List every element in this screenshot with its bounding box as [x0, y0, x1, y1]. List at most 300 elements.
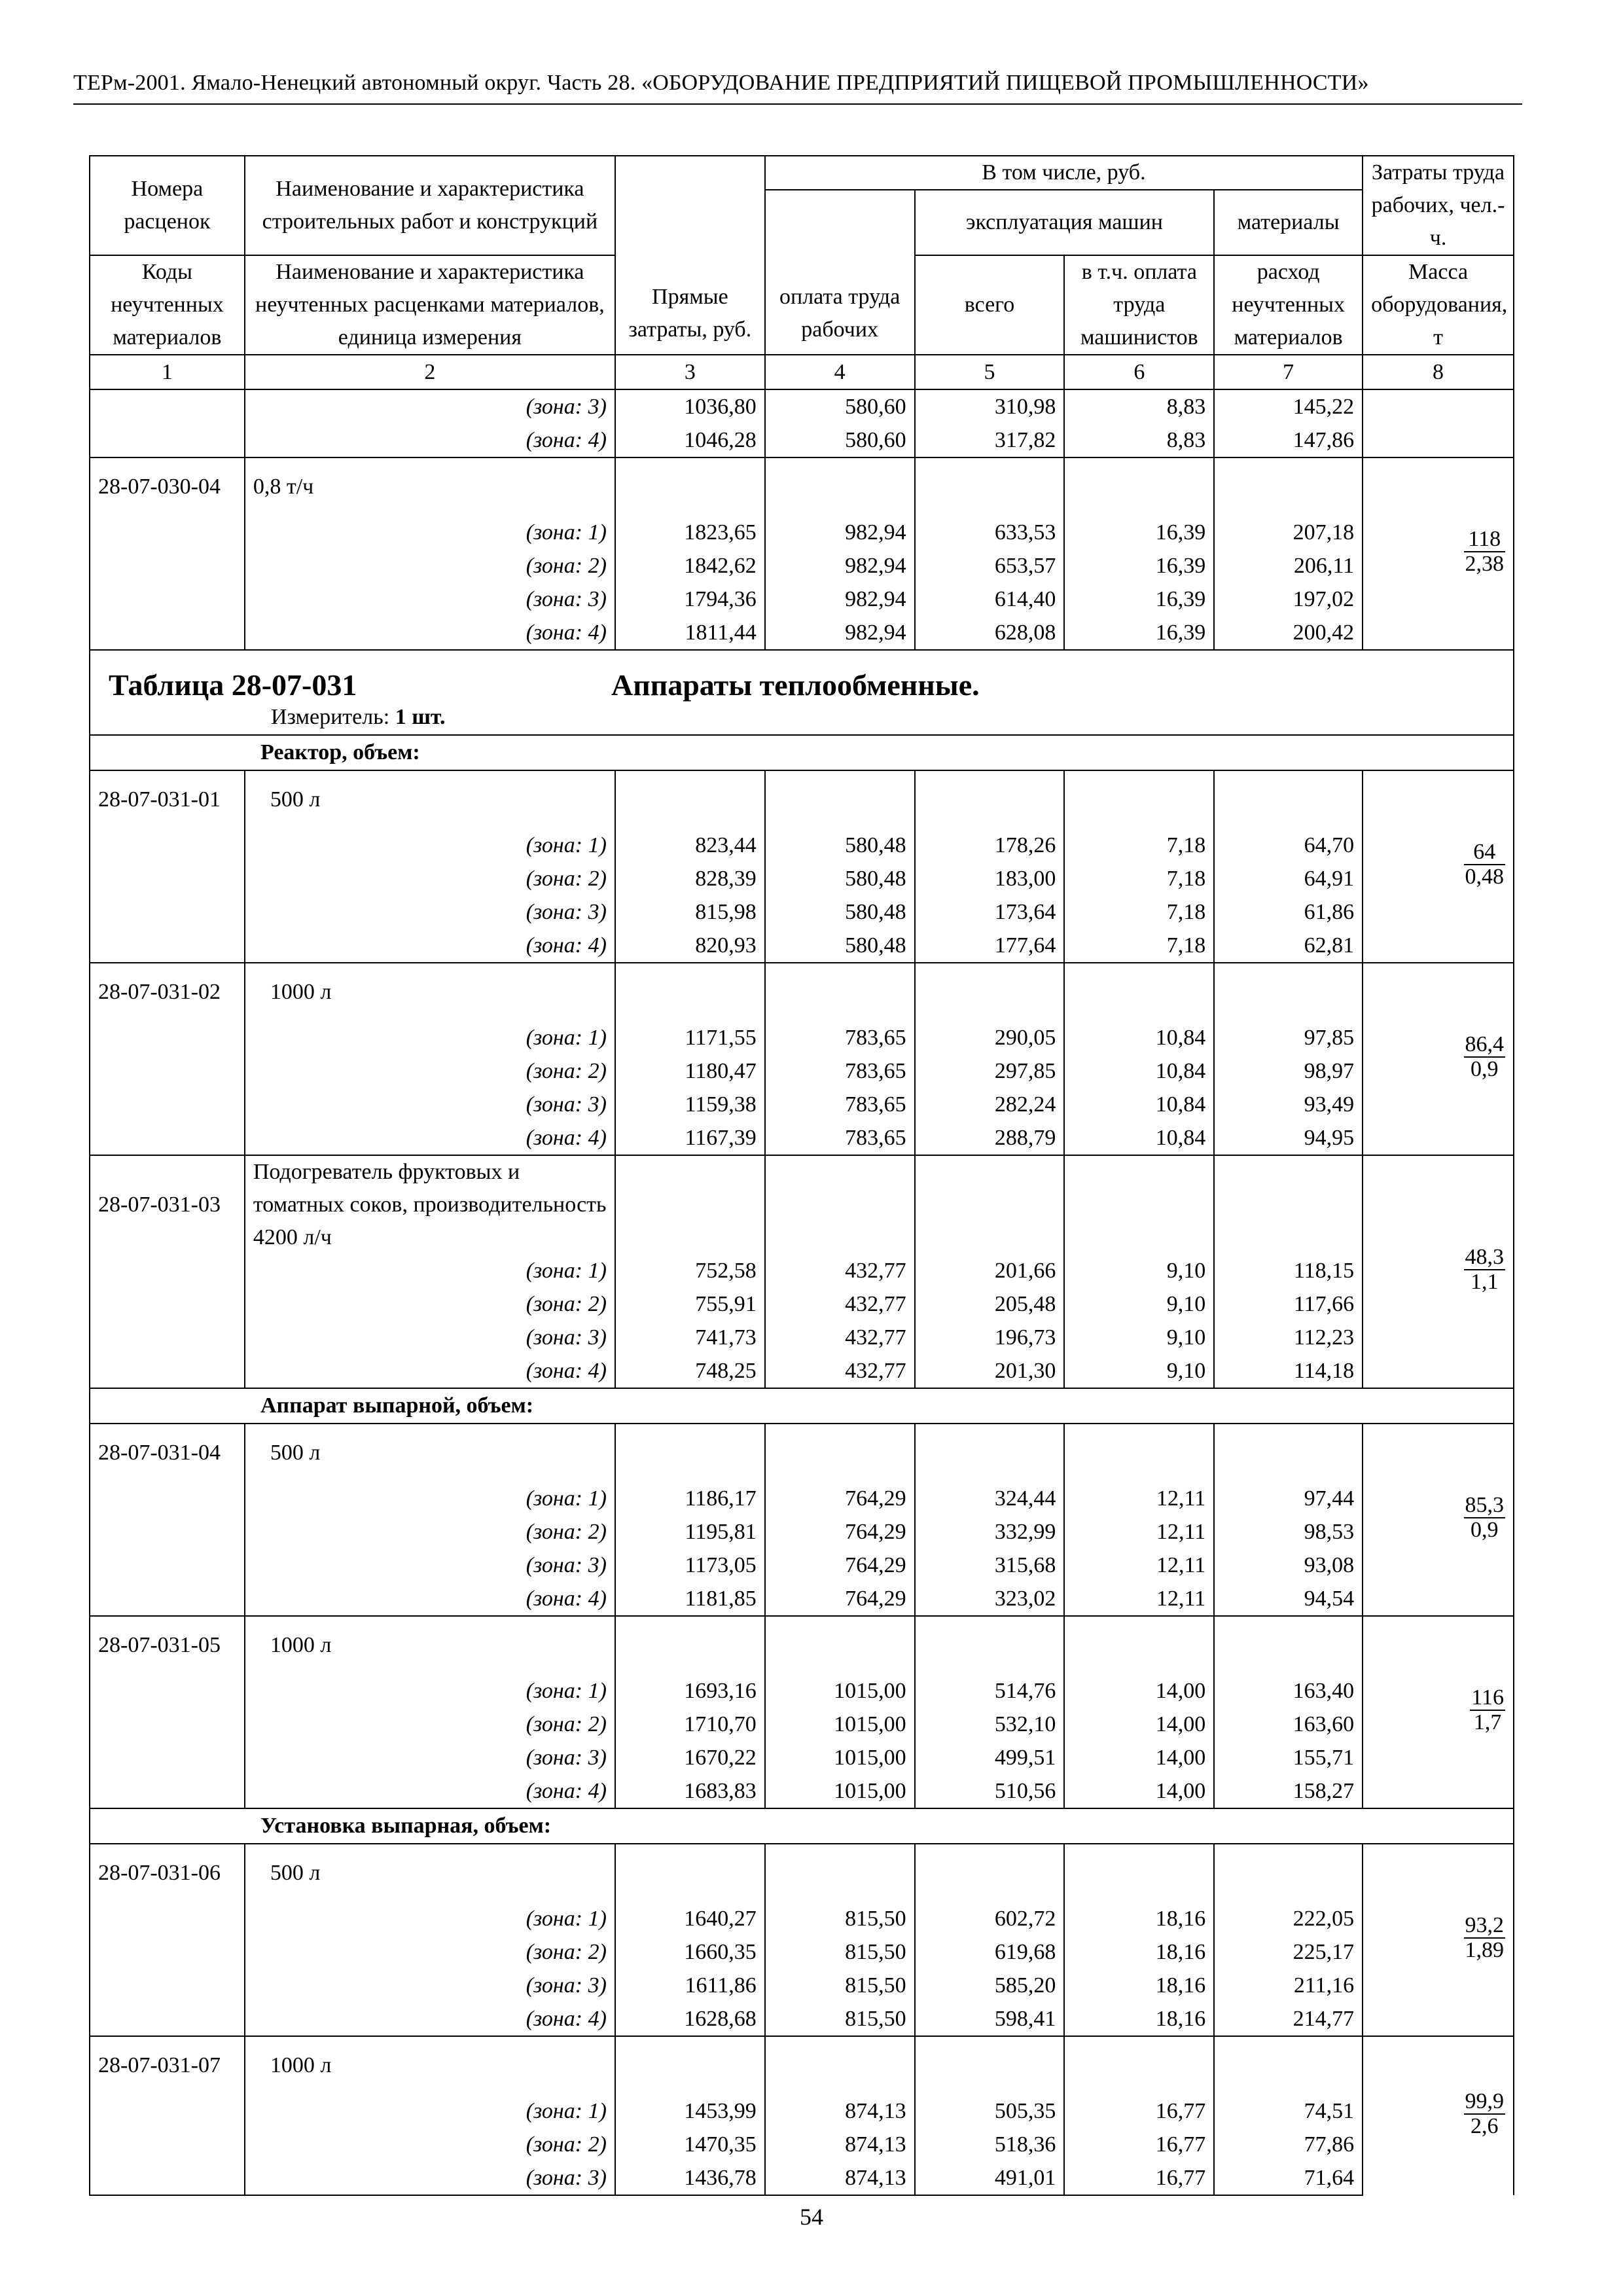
- table-row: [90, 1741, 1514, 1774]
- operators-pay: 16,77: [1064, 2128, 1214, 2161]
- operators-pay: 16,39: [1064, 616, 1214, 650]
- zone-label: (зона: 4): [245, 2002, 615, 2036]
- rate-code: 28-07-031-01: [90, 770, 245, 829]
- labor-pay: 874,13: [765, 2128, 915, 2161]
- labor-pay: 783,65: [765, 1021, 915, 1054]
- machines-total: 297,85: [915, 1054, 1065, 1088]
- table-row: [90, 1354, 1514, 1388]
- operators-pay: 8,83: [1064, 423, 1214, 457]
- machines-total: 619,68: [915, 1935, 1065, 1969]
- table-head: [90, 156, 1514, 389]
- operators-pay: 7,18: [1064, 895, 1214, 929]
- header-labor-hours: Затраты труда рабочих, чел.-ч.: [1363, 156, 1514, 255]
- header-work-name: Наименование и характеристика строительных работ и конструкций: [245, 156, 615, 255]
- labor-pay: 982,94: [765, 616, 915, 650]
- items-body: [90, 770, 1514, 2195]
- labor-mass-cell: [1363, 1155, 1514, 1388]
- table-row: [90, 770, 1514, 829]
- zone-label: (зона: 3): [245, 389, 615, 423]
- operators-pay: 14,00: [1064, 1708, 1214, 1741]
- operators-pay: 7,18: [1064, 929, 1214, 963]
- labor-mass-fraction: [1464, 2090, 1506, 2138]
- table-row: [90, 423, 1514, 457]
- direct-cost: 1470,35: [615, 2128, 765, 2161]
- operators-pay: 12,11: [1064, 1515, 1214, 1549]
- labor-pay: 764,29: [765, 1549, 915, 1582]
- table-row: [90, 1155, 1514, 1254]
- table-row: [90, 1708, 1514, 1741]
- table-row: [90, 1121, 1514, 1155]
- section-row: [90, 1808, 1514, 1844]
- zone-label: (зона: 1): [245, 2094, 615, 2128]
- equipment-mass: 0,48: [1465, 864, 1504, 889]
- operators-pay: 18,16: [1064, 1902, 1214, 1935]
- table-row: [90, 829, 1514, 862]
- direct-cost: 741,73: [615, 1321, 765, 1354]
- table-row: [90, 1774, 1514, 1808]
- operators-pay: 16,39: [1064, 583, 1214, 616]
- materials: 61,86: [1214, 895, 1363, 929]
- labor-mass-cell: [1363, 1844, 1514, 2036]
- direct-cost: 1683,83: [615, 1774, 765, 1808]
- rate-code: 28-07-031-03: [90, 1155, 245, 1254]
- operators-pay: 14,00: [1064, 1741, 1214, 1774]
- header-rate-numbers: Номера расценок: [90, 156, 245, 255]
- col-num-2: 2: [245, 355, 615, 389]
- operators-pay: 18,16: [1064, 1935, 1214, 1969]
- direct-cost: 752,58: [615, 1254, 765, 1287]
- direct-cost: 823,44: [615, 829, 765, 862]
- direct-cost: 1823,65: [615, 516, 765, 549]
- operators-pay: 12,11: [1064, 1582, 1214, 1616]
- labor-pay: 1015,00: [765, 1708, 915, 1741]
- table-row: [90, 1902, 1514, 1935]
- machines-total: 323,02: [915, 1582, 1065, 1616]
- machines-total: 332,99: [915, 1515, 1065, 1549]
- materials: 93,49: [1214, 1088, 1363, 1121]
- operators-pay: 18,16: [1064, 1969, 1214, 2002]
- table-row: [90, 2094, 1514, 2128]
- zone-label: (зона: 2): [245, 1287, 615, 1321]
- machines-total: 518,36: [915, 2128, 1065, 2161]
- continuation-block: [90, 389, 1514, 457]
- table-row: [90, 963, 1514, 1021]
- materials: 147,86: [1214, 423, 1363, 457]
- labor-pay: 580,48: [765, 929, 915, 963]
- labor-pay: 580,60: [765, 423, 915, 457]
- materials: 225,17: [1214, 1935, 1363, 1969]
- table-row: [90, 1549, 1514, 1582]
- operators-pay: 10,84: [1064, 1054, 1214, 1088]
- labor-pay: 1015,00: [765, 1774, 915, 1808]
- table-row: [90, 895, 1514, 929]
- materials: 98,97: [1214, 1054, 1363, 1088]
- direct-cost: 1611,86: [615, 1969, 765, 2002]
- labor-pay: 982,94: [765, 549, 915, 583]
- measure-unit-value: 1 шт.: [395, 705, 446, 729]
- labor-hours: 86,4: [1465, 1031, 1504, 1056]
- labor-pay: 982,94: [765, 583, 915, 616]
- operators-pay: 14,00: [1064, 1774, 1214, 1808]
- rate-code: 28-07-031-06: [90, 1844, 245, 1902]
- rate-name: Подогреватель фруктовых и томатных соков, производительность 4200 л/ч: [245, 1155, 615, 1254]
- col-num-5: 5: [915, 355, 1065, 389]
- direct-cost: 1167,39: [615, 1121, 765, 1155]
- labor-hours: 116: [1471, 1685, 1504, 1710]
- table-name: Аппараты теплообменные.: [611, 668, 980, 702]
- table-row: [90, 1424, 1514, 1482]
- labor-pay: 783,65: [765, 1121, 915, 1155]
- labor-pay: 1015,00: [765, 1674, 915, 1708]
- header-material-names: Наименование и характеристика неучтенных расценками материалов, единица измерения: [245, 255, 615, 355]
- direct-cost: 1794,36: [615, 583, 765, 616]
- operators-pay: 16,77: [1064, 2094, 1214, 2128]
- equipment-mass: 2,6: [1471, 2113, 1499, 2138]
- col-num-4: 4: [765, 355, 915, 389]
- zone-label: (зона: 3): [245, 895, 615, 929]
- header-direct-costs: Прямые затраты, руб.: [615, 156, 765, 355]
- materials: 222,05: [1214, 1902, 1363, 1935]
- zone-label: (зона: 4): [245, 1582, 615, 1616]
- machines-total: 290,05: [915, 1021, 1065, 1054]
- labor-mass-cell: [1363, 963, 1514, 1155]
- operators-pay: 9,10: [1064, 1287, 1214, 1321]
- operators-pay: 8,83: [1064, 389, 1214, 423]
- header-labor-pay: оплата труда рабочих: [765, 190, 915, 355]
- zone-label: (зона: 4): [245, 1354, 615, 1388]
- rate-name: 1000 л: [245, 1616, 615, 1674]
- operators-pay: 10,84: [1064, 1021, 1214, 1054]
- materials: 98,53: [1214, 1515, 1363, 1549]
- operators-pay: 9,10: [1064, 1321, 1214, 1354]
- labor-pay: 982,94: [765, 516, 915, 549]
- zone-label: (зона: 2): [245, 1515, 615, 1549]
- machines-total: 201,30: [915, 1354, 1065, 1388]
- machines-total: 602,72: [915, 1902, 1065, 1935]
- equipment-mass: 0,9: [1471, 1056, 1499, 1081]
- labor-hours: 93,2: [1465, 1912, 1504, 1937]
- labor-hours: 48,3: [1465, 1244, 1504, 1269]
- col-num-8: 8: [1363, 355, 1514, 389]
- labor-pay: 764,29: [765, 1482, 915, 1515]
- materials: 197,02: [1214, 583, 1363, 616]
- section-reactor: Реактор, объем:: [260, 740, 420, 764]
- table-row: [90, 862, 1514, 895]
- labor-pay: 764,29: [765, 1582, 915, 1616]
- zone-label: (зона: 2): [245, 862, 615, 895]
- table-row: [90, 1054, 1514, 1088]
- table-row: [90, 2161, 1514, 2195]
- direct-cost: 828,39: [615, 862, 765, 895]
- materials: 64,91: [1214, 862, 1363, 895]
- operators-pay: 12,11: [1064, 1549, 1214, 1582]
- rate-code: 28-07-031-05: [90, 1616, 245, 1674]
- machines-total: 282,24: [915, 1088, 1065, 1121]
- machines-total: 532,10: [915, 1708, 1065, 1741]
- materials: 163,60: [1214, 1708, 1363, 1741]
- labor-mass-cell: [1363, 770, 1514, 963]
- header-including: В том числе, руб.: [765, 156, 1363, 190]
- table-row: [90, 1088, 1514, 1121]
- zone-label: (зона: 4): [245, 1774, 615, 1808]
- zone-label: (зона: 4): [245, 1121, 615, 1155]
- machines-total: 585,20: [915, 1969, 1065, 2002]
- labor-mass-fraction: [1464, 1914, 1506, 1962]
- machines-total: 633,53: [915, 516, 1065, 549]
- section-evaporator: Аппарат выпарной, объем:: [260, 1393, 534, 1418]
- table-row: [90, 1616, 1514, 1674]
- machines-total: 653,57: [915, 549, 1065, 583]
- direct-cost: 820,93: [615, 929, 765, 963]
- operators-pay: 7,18: [1064, 829, 1214, 862]
- operators-pay: 16,39: [1064, 516, 1214, 549]
- equipment-mass: 1,1: [1471, 1269, 1499, 1294]
- zone-label: (зона: 4): [245, 423, 615, 457]
- materials: 97,85: [1214, 1021, 1363, 1054]
- equipment-mass: 0,9: [1471, 1517, 1499, 1542]
- operators-pay: 9,10: [1064, 1354, 1214, 1388]
- col-num-1: 1: [90, 355, 245, 389]
- direct-cost: 1173,05: [615, 1549, 765, 1582]
- machines-total: 491,01: [915, 2161, 1065, 2195]
- operators-pay: 12,11: [1064, 1482, 1214, 1515]
- labor-pay: 580,60: [765, 389, 915, 423]
- direct-cost: 748,25: [615, 1354, 765, 1388]
- table-row: [90, 516, 1514, 549]
- zone-label: (зона: 1): [245, 1254, 615, 1287]
- materials: 163,40: [1214, 1674, 1363, 1708]
- zone-label: (зона: 1): [245, 1482, 615, 1515]
- rate-name: 500 л: [245, 770, 615, 829]
- materials: 93,08: [1214, 1549, 1363, 1582]
- labor-pay: 874,13: [765, 2094, 915, 2128]
- page-number: 54: [800, 2204, 823, 2230]
- table-row: [90, 549, 1514, 583]
- table-row: [90, 1674, 1514, 1708]
- labor-hours: 118: [1464, 528, 1506, 552]
- table-row: [90, 1515, 1514, 1549]
- labor-mass-cell: [1363, 457, 1514, 650]
- table-title-row: [90, 650, 1514, 735]
- materials: 97,44: [1214, 1482, 1363, 1515]
- direct-cost: 1842,62: [615, 549, 765, 583]
- table-row: [90, 2036, 1514, 2094]
- col-num-3: 3: [615, 355, 765, 389]
- materials: 214,77: [1214, 2002, 1363, 2036]
- zone-label: (зона: 2): [245, 1054, 615, 1088]
- labor-hours: 85,3: [1465, 1492, 1504, 1517]
- operators-pay: 7,18: [1064, 862, 1214, 895]
- operators-pay: 10,84: [1064, 1088, 1214, 1121]
- table-row: [90, 1969, 1514, 2002]
- labor-pay: 580,48: [765, 862, 915, 895]
- labor-mass-fraction: [1464, 1033, 1506, 1081]
- labor-pay: 783,65: [765, 1088, 915, 1121]
- header-machines-total: всего: [915, 255, 1065, 355]
- rate-code: 28-07-031-04: [90, 1424, 245, 1482]
- materials: 145,22: [1214, 389, 1363, 423]
- labor-pay: 783,65: [765, 1054, 915, 1088]
- machines-total: 178,26: [915, 829, 1065, 862]
- labor-pay: 432,77: [765, 1254, 915, 1287]
- operators-pay: 14,00: [1064, 1674, 1214, 1708]
- zone-label: (зона: 3): [245, 1741, 615, 1774]
- table-row: [90, 1321, 1514, 1354]
- labor-pay: 815,50: [765, 1935, 915, 1969]
- header-rule: [73, 103, 1522, 105]
- materials: 117,66: [1214, 1287, 1363, 1321]
- zone-label: (зона: 3): [245, 1969, 615, 2002]
- machines-total: 514,76: [915, 1674, 1065, 1708]
- labor-mass-fraction: [1470, 1686, 1505, 1734]
- labor-hours: 99,9: [1465, 2089, 1504, 2113]
- direct-cost: 1180,47: [615, 1054, 765, 1088]
- operators-pay: 10,84: [1064, 1121, 1214, 1155]
- header-materials: материалы: [1214, 190, 1363, 255]
- equipment-mass: 2,38: [1465, 551, 1504, 576]
- machines-total: 317,82: [915, 423, 1065, 457]
- direct-cost: 1811,44: [615, 616, 765, 650]
- zone-label: (зона: 1): [245, 1021, 615, 1054]
- equipment-mass: 1,7: [1473, 1710, 1502, 1734]
- table-row: [90, 2128, 1514, 2161]
- direct-cost: 1628,68: [615, 2002, 765, 2036]
- machines-total: 177,64: [915, 929, 1065, 963]
- rate-name: 1000 л: [245, 2036, 615, 2094]
- machines-total: 628,08: [915, 616, 1065, 650]
- materials: 77,86: [1214, 2128, 1363, 2161]
- direct-cost: 1046,28: [615, 423, 765, 457]
- direct-cost: 1181,85: [615, 1582, 765, 1616]
- rate-name: 500 л: [245, 1844, 615, 1902]
- machines-total: 201,66: [915, 1254, 1065, 1287]
- machines-total: 324,44: [915, 1482, 1065, 1515]
- machines-total: 598,41: [915, 2002, 1065, 2036]
- header-material-consumption: расход неучтенных материалов: [1214, 255, 1363, 355]
- materials: 118,15: [1214, 1254, 1363, 1287]
- labor-pay: 815,50: [765, 1969, 915, 2002]
- header-machines: эксплуатация машин: [915, 190, 1215, 255]
- equipment-mass: 1,89: [1465, 1937, 1504, 1962]
- direct-cost: 1186,17: [615, 1482, 765, 1515]
- zone-label: (зона: 1): [245, 829, 615, 862]
- table-row: [90, 1021, 1514, 1054]
- section-row: [90, 1388, 1514, 1424]
- labor-mass-cell: [1363, 1616, 1514, 1808]
- machines-total: 183,00: [915, 862, 1065, 895]
- direct-cost: 1453,99: [615, 2094, 765, 2128]
- zone-label: (зона: 3): [245, 583, 615, 616]
- machines-total: 510,56: [915, 1774, 1065, 1808]
- col-num-7: 7: [1214, 355, 1363, 389]
- header-equipment-mass: Масса оборудования, т: [1363, 255, 1514, 355]
- zone-label: (зона: 3): [245, 1321, 615, 1354]
- direct-cost: 1436,78: [615, 2161, 765, 2195]
- labor-mass-cell: [1363, 1424, 1514, 1616]
- direct-cost: 1195,81: [615, 1515, 765, 1549]
- zone-label: (зона: 1): [245, 1674, 615, 1708]
- materials: 62,81: [1214, 929, 1363, 963]
- table-row: [90, 583, 1514, 616]
- rate-name: 500 л: [245, 1424, 615, 1482]
- materials: 74,51: [1214, 2094, 1363, 2128]
- table-row: [90, 616, 1514, 650]
- table-row: [90, 1844, 1514, 1902]
- labor-pay: 764,29: [765, 1515, 915, 1549]
- direct-cost: 1159,38: [615, 1088, 765, 1121]
- table-number: Таблица 28-07-031: [109, 668, 357, 702]
- labor-mass-fraction: [1464, 1246, 1506, 1294]
- machines-total: 499,51: [915, 1741, 1065, 1774]
- materials: 200,42: [1214, 616, 1363, 650]
- table-row: [90, 1935, 1514, 1969]
- zone-label: (зона: 2): [245, 549, 615, 583]
- table-row: [90, 2002, 1514, 2036]
- zone-label: (зона: 3): [245, 1088, 615, 1121]
- materials: 211,16: [1214, 1969, 1363, 2002]
- zone-label: (зона: 3): [245, 1549, 615, 1582]
- zone-label: (зона: 4): [245, 616, 615, 650]
- labor-hours: 64: [1464, 840, 1506, 865]
- labor-pay: 432,77: [765, 1354, 915, 1388]
- rate-code: 28-07-031-02: [90, 963, 245, 1021]
- operators-pay: 18,16: [1064, 2002, 1214, 2036]
- zone-label: (зона: 4): [245, 929, 615, 963]
- table-row: [90, 1482, 1514, 1515]
- zone-label: (зона: 2): [245, 1935, 615, 1969]
- direct-cost: 815,98: [615, 895, 765, 929]
- labor-pay: 432,77: [765, 1321, 915, 1354]
- table-031-title-block: [90, 650, 1514, 770]
- materials: 94,54: [1214, 1582, 1363, 1616]
- labor-pay: 874,13: [765, 2161, 915, 2195]
- direct-cost: 1710,70: [615, 1708, 765, 1741]
- measure-unit: [109, 702, 1505, 733]
- table-row: [90, 929, 1514, 963]
- rates-table: [89, 155, 1514, 2196]
- header-operators-pay: в т.ч. оплата труда машинистов: [1064, 255, 1214, 355]
- table-row: [90, 1582, 1514, 1616]
- labor-mass-fraction: [1464, 840, 1506, 889]
- page-header-title: ТЕРм-2001. Ямало-Ненецкий автономный округ. Часть 28. «ОБОРУДОВАНИЕ ПРЕДПРИЯТИЙ ПИЩЕВОЙ ПРОМЫШЛЕННОСТИ»: [73, 71, 1369, 95]
- labor-mass-fraction: [1464, 1494, 1506, 1542]
- header-material-codes: Коды неучтенных материалов: [90, 255, 245, 355]
- materials: 206,11: [1214, 549, 1363, 583]
- direct-cost: 1640,27: [615, 1902, 765, 1935]
- operators-pay: 16,77: [1064, 2161, 1214, 2195]
- materials: 207,18: [1214, 516, 1363, 549]
- machines-total: 614,40: [915, 583, 1065, 616]
- materials: 155,71: [1214, 1741, 1363, 1774]
- machines-total: 205,48: [915, 1287, 1065, 1321]
- direct-cost: 755,91: [615, 1287, 765, 1321]
- rate-name: 0,8 т/ч: [245, 457, 615, 516]
- zone-label: (зона: 2): [245, 2128, 615, 2161]
- materials: 114,18: [1214, 1354, 1363, 1388]
- materials: 64,70: [1214, 829, 1363, 862]
- labor-pay: 1015,00: [765, 1741, 915, 1774]
- table-row: [90, 1287, 1514, 1321]
- operators-pay: 9,10: [1064, 1254, 1214, 1287]
- direct-cost: 1693,16: [615, 1674, 765, 1708]
- direct-cost: 1670,22: [615, 1741, 765, 1774]
- zone-label: (зона: 1): [245, 1902, 615, 1935]
- col-num-6: 6: [1064, 355, 1214, 389]
- item-28-07-030-04: [90, 457, 1514, 650]
- labor-pay: 815,50: [765, 2002, 915, 2036]
- machines-total: 505,35: [915, 2094, 1065, 2128]
- labor-pay: 432,77: [765, 1287, 915, 1321]
